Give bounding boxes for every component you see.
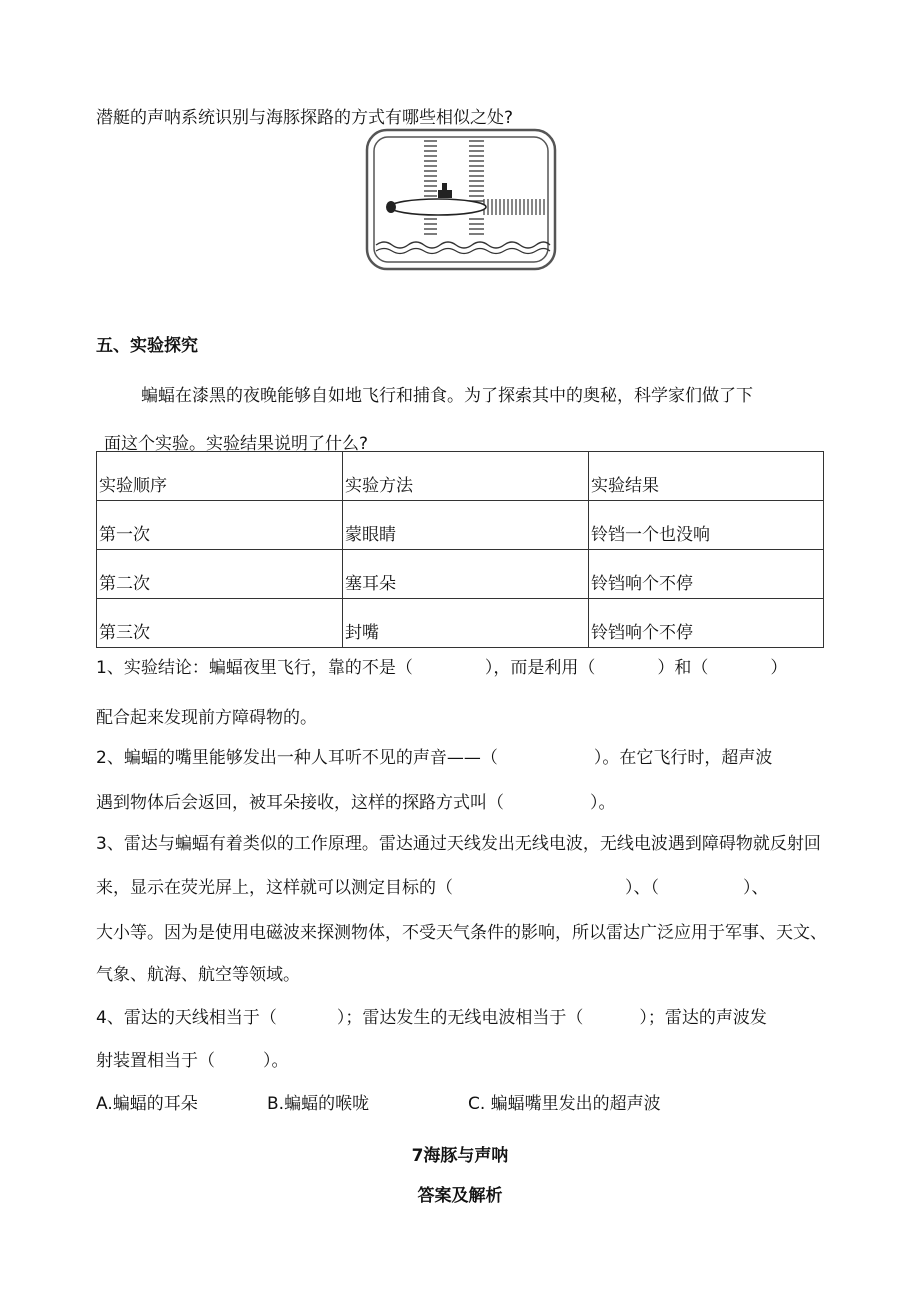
option-b: B.蝙蝠的喉咙 <box>267 1094 370 1114</box>
question-2-line-2 <box>96 788 616 813</box>
option-c: C. 蝙蝠嘴里发出的超声波 <box>468 1094 661 1114</box>
q1-text-d: ） <box>770 658 788 678</box>
table-header-cell: 实验结果 <box>589 452 824 501</box>
q2-text-line2a: 遇到物体后会返回，被耳朵接收，这样的探路方式叫（ <box>96 793 504 813</box>
table-row <box>97 550 824 599</box>
table-cell: 第三次 <box>97 599 343 648</box>
table-cell: 蒙眼睛 <box>343 501 589 550</box>
answer-title: 7海豚与声呐 <box>411 1146 509 1166</box>
table-cell: 第二次 <box>97 550 343 599</box>
table-cell: 铃铛一个也没响 <box>589 501 824 550</box>
intro-line-2: 面这个实验。实验结果说明了什么? <box>104 434 369 454</box>
q4-text-line2b: ）。 <box>263 1051 289 1071</box>
q4-text-a: 4、雷达的天线相当于（ <box>96 1008 277 1028</box>
q4-text-line2a: 射装置相当于（ <box>96 1051 215 1071</box>
table-row <box>97 501 824 550</box>
q1-text-a: 1、实验结论：蝙蝠夜里飞行，靠的不是（ <box>96 658 413 678</box>
question-2-line-1 <box>96 743 772 768</box>
section-heading: 五、实验探究 <box>96 336 198 356</box>
question-1-line-1 <box>96 653 787 678</box>
experiment-table <box>96 451 824 648</box>
q2-text-b: ）。在它飞行时，超声波 <box>593 748 773 768</box>
q1-text-c: ）和（ <box>657 658 709 678</box>
table-cell: 铃铛响个不停 <box>589 550 824 599</box>
question-3-line-2 <box>96 873 769 898</box>
q3-text-line2a: 来，显示在荧光屏上，这样就可以测定目标的（ <box>96 878 453 898</box>
answer-subtitle: 答案及解析 <box>417 1186 503 1206</box>
question-4-line-2 <box>96 1046 289 1071</box>
q3-text-line2c: ）、 <box>743 878 769 898</box>
table-header-cell: 实验方法 <box>343 452 589 501</box>
table-row <box>97 599 824 648</box>
q4-text-c: ）；雷达的声波发 <box>639 1008 767 1028</box>
question-4-line-1 <box>96 1003 767 1028</box>
q4-text-b: ）；雷达发生的无线电波相当于（ <box>336 1008 584 1028</box>
q2-text-a: 2、蝙蝠的嘴里能够发出一种人耳听不见的声音——（ <box>96 748 498 768</box>
table-cell: 铃铛响个不停 <box>589 599 824 648</box>
table-header-row <box>97 452 824 501</box>
q3-text-line2b: ）、（ <box>625 878 659 898</box>
table-header-cell: 实验顺序 <box>97 452 343 501</box>
submarine-sonar-icon <box>364 127 558 272</box>
intro-line-1: 蝙蝠在漆黑的夜晚能够自如地飞行和捕食。为了探索其中的奥秘，科学家们做了下 <box>141 386 753 406</box>
q2-text-line2b: ）。 <box>590 793 616 813</box>
question-3-line-3: 大小等。因为是使用电磁波来探测物体，不受天气条件的影响，所以雷达广泛应用于军事、天文、 <box>96 923 827 943</box>
table-cell: 封嘴 <box>343 599 589 648</box>
question-3-line-4: 气象、航海、航空等领域。 <box>96 965 300 985</box>
q1-text-b: ），而是利用（ <box>484 658 596 678</box>
question-1-line-2: 配合起来发现前方障碍物的。 <box>96 708 317 728</box>
table-cell: 塞耳朵 <box>343 550 589 599</box>
question-3-line-1: 3、雷达与蝙蝠有着类似的工作原理。雷达通过天线发出无线电波，无线电波遇到障碍物就反射回 <box>96 834 821 854</box>
table-cell: 第一次 <box>97 501 343 550</box>
option-a: A.蝙蝠的耳朵 <box>96 1094 198 1114</box>
intro-question: 潜艇的声呐系统识别与海豚探路的方式有哪些相似之处? <box>96 108 514 128</box>
